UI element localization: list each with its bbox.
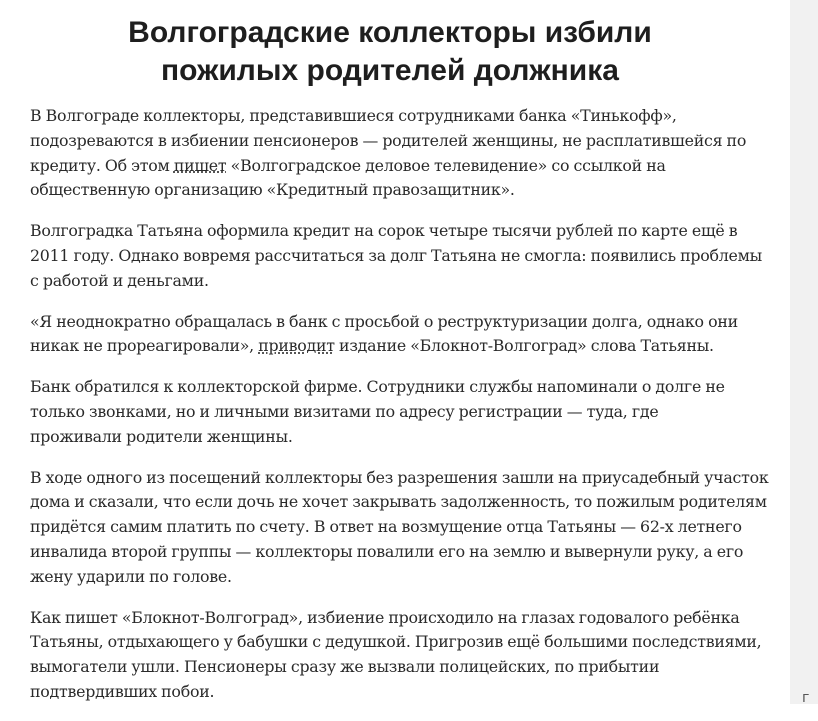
p3-line-1: «Я неоднократно обращалась в банк с просьбой о реструктуризации долга, однако они bbox=[30, 311, 738, 331]
paragraph-3 bbox=[30, 310, 806, 360]
paragraph-2 bbox=[30, 219, 806, 293]
p5-line-3: придётся самим платить по счету. В ответ на возмущение отца Татьяны — 62-х летнего bbox=[30, 517, 742, 537]
paragraph-5 bbox=[30, 466, 806, 590]
p6-line-2: Татьяны, отдыхающего у бабушки с дедушкой. Пригрозив ещё большими последствиями, bbox=[30, 632, 762, 652]
source-link-privodit[interactable]: приводит bbox=[258, 336, 335, 356]
p1-line-4: общественную организацию «Кредитный правозащитник». bbox=[30, 180, 515, 200]
p5-line-4: инвалида второй группы — коллекторы повалили его на землю и вывернули руку, а его bbox=[30, 541, 744, 561]
source-link-pishet[interactable]: пишет bbox=[173, 155, 227, 175]
p1-line-3-start: кредиту. Об этом bbox=[30, 155, 174, 175]
p3-line-2 bbox=[30, 334, 806, 359]
p3-line-2-end: издание «Блокнот-Волгоград» слова Татьяны. bbox=[334, 336, 714, 356]
p1-line-2: подозреваются в избиении пенсионеров — родителей женщины, не расплатившейся по bbox=[30, 130, 747, 150]
page-side-gutter bbox=[790, 0, 818, 704]
p1-line-3-end: «Волгоградское деловое телевидение» со ссылкой на bbox=[226, 155, 666, 175]
p6-line-1: Как пишет «Блокнот-Волгоград», избиение происходило на глазах годовалого ребёнка bbox=[30, 607, 740, 627]
p2-line-2: 2011 году. Однако вовремя рассчитаться за долг Татьяна не смогла: появились проблемы bbox=[30, 245, 762, 265]
p4-line-2: только звонками, но и личными визитами по адресу регистрации — туда, где bbox=[30, 401, 659, 421]
p2-line-1: Волгоградка Татьяна оформила кредит на сорок четыре тысячи рублей по карте ещё в bbox=[30, 221, 738, 241]
p6-line-3: вымогатели ушли. Пенсионеры сразу же вызвали полицейских, по прибытии bbox=[30, 657, 660, 677]
p5-line-2: дома и сказали, что если дочь не хочет закрывать задолженность, то пожилым родителям bbox=[30, 492, 767, 512]
p2-line-3: с работой и деньгами. bbox=[30, 270, 209, 290]
p1-line-3 bbox=[30, 154, 806, 179]
paragraph-1 bbox=[30, 104, 806, 203]
gutter-text-fragment: г bbox=[802, 690, 810, 706]
paragraph-6 bbox=[30, 606, 806, 705]
title-line-1: Волгоградские коллекторы избили bbox=[128, 16, 652, 49]
p5-line-5: жену ударили по голове. bbox=[30, 566, 232, 586]
title-line-2: пожилых родителей должника bbox=[161, 54, 619, 87]
p6-line-4: подтвердивших побои. bbox=[30, 681, 215, 701]
p1-line-1: В Волгограде коллекторы, представившиеся сотрудниками банка «Тинькофф», bbox=[30, 106, 677, 125]
article-title bbox=[30, 14, 750, 90]
paragraph-4 bbox=[30, 375, 806, 449]
p3-line-2-start: никак не прореагировали», bbox=[30, 336, 259, 356]
p5-line-1: В ходе одного из посещений коллекторы без разрешения зашли на приусадебный участок bbox=[30, 467, 769, 487]
p4-line-3: проживали родители женщины. bbox=[30, 426, 293, 446]
article bbox=[30, 14, 806, 721]
p4-line-1: Банк обратился к коллекторской фирме. Сотрудники службы напоминали о долге не bbox=[30, 377, 725, 397]
